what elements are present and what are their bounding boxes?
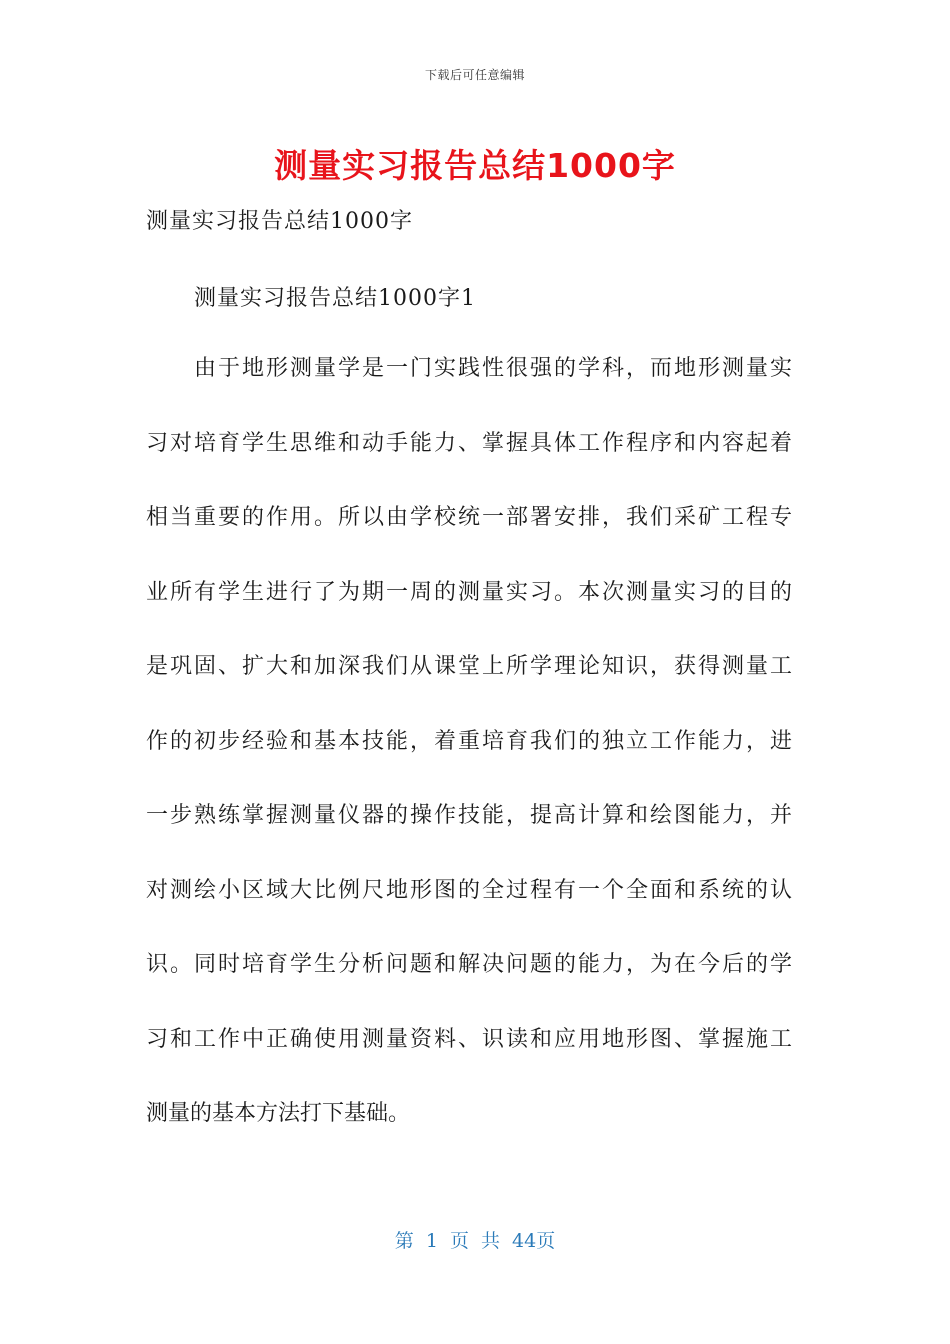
body-paragraph bbox=[146, 353, 792, 1173]
paragraph-line: 测量的基本方法打下基础。 bbox=[146, 1101, 411, 1126]
paragraph-line: 是巩固、扩大和加深我们从课堂上所学理论知识，获得测量工 bbox=[146, 654, 792, 679]
header-note: 下载后可任意编辑 bbox=[424, 68, 525, 82]
page-number-footer: 第 1 页 共 44页 bbox=[394, 1230, 556, 1252]
paragraph-line: 业所有学生进行了为期一周的测量实习。本次测量实习的目的 bbox=[146, 579, 792, 605]
paragraph-line: 对测绘小区域大比例尺地形图的全过程有一个全面和系统的认 bbox=[146, 877, 792, 903]
paragraph-line: 识。同时培育学生分析问题和解决问题的能力，为在今后的学 bbox=[146, 952, 792, 977]
section-heading: 测量实习报告总结1000字1 bbox=[194, 286, 476, 311]
paragraph-line: 习对培育学生思维和动手能力、掌握具体工作程序和内容起着 bbox=[146, 430, 792, 456]
paragraph-line: 作的初步经验和基本技能，着重培育我们的独立工作能力，进 bbox=[146, 728, 792, 754]
document-subtitle: 测量实习报告总结1000字 bbox=[146, 209, 413, 234]
paragraph-line: 相当重要的作用。所以由学校统一部署安排，我们采矿工程专 bbox=[146, 505, 792, 530]
paragraph-line: 习和工作中正确使用测量资料、识读和应用地形图、掌握施工 bbox=[146, 1026, 792, 1052]
document-title: 测量实习报告总结1000字 bbox=[274, 146, 676, 185]
paragraph-line: 一步熟练掌握测量仪器的操作技能，提高计算和绘图能力，并 bbox=[146, 803, 792, 828]
paragraph-line: 由于地形测量学是一门实践性很强的学科，而地形测量实 bbox=[194, 356, 792, 381]
